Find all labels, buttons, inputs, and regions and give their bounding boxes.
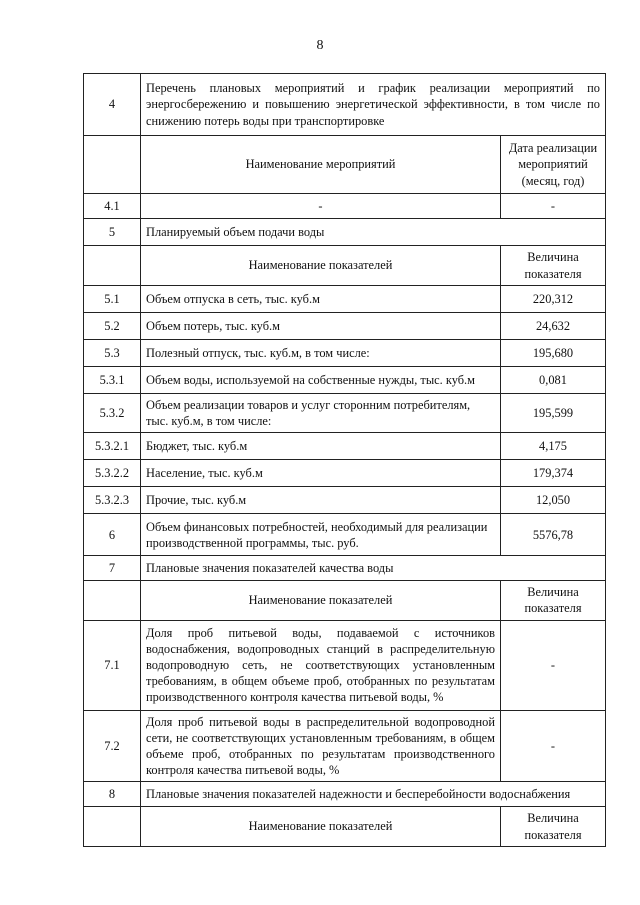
row-number: 7.1 [84,620,141,710]
section-title: Перечень плановых мероприятий и график реализации мероприятий по энергосбережению и повышению энергетической эффективности, в том числе по снижению потерь воды при транспортировке [141,74,606,136]
row-value: 0,081 [501,367,606,394]
row-number: 5.3 [84,340,141,367]
table-row [84,313,606,340]
table-row [84,194,606,219]
row-number: 5 [84,219,141,246]
row-value: 195,680 [501,340,606,367]
row-name: Доля проб питьевой воды в распределительной водопроводной сети, не соответствующих установленным требованиям, в общем объеме проб, отобранных по результатам производственного контроля качества питьевой воды, % [141,710,501,782]
table-row [84,286,606,313]
row-name: Объем финансовых потребностей, необходимый для реализации производственной программы, тыс. руб. [141,514,501,556]
row-name: Население, тыс. куб.м [141,460,501,487]
row-value: 24,632 [501,313,606,340]
table-row [84,433,606,460]
header-row [84,581,606,620]
section-title: Планируемый объем подачи воды [141,219,606,246]
row-value: 195,599 [501,394,606,433]
row-number: 5.3.2 [84,394,141,433]
row-name: Объем потерь, тыс. куб.м [141,313,501,340]
row-name: Объем отпуска в сеть, тыс. куб.м [141,286,501,313]
table-row [84,710,606,782]
row-value: - [501,194,606,219]
row-value: - [501,620,606,710]
row-number: 5.1 [84,286,141,313]
column-header-name: Наименование мероприятий [141,136,501,194]
row-number: 7.2 [84,710,141,782]
column-header-value: Величина показателя [501,807,606,847]
section-row-4 [84,74,606,136]
row-value: 179,374 [501,460,606,487]
row-number: 6 [84,514,141,556]
section-row-5 [84,219,606,246]
row-number: 5.3.2.1 [84,433,141,460]
row-name: Бюджет, тыс. куб.м [141,433,501,460]
row-number: 4 [84,74,141,136]
header-row [84,807,606,847]
column-header-value: Величина показателя [501,581,606,620]
row-number: 5.3.1 [84,367,141,394]
column-header-value: Величина показателя [501,246,606,286]
row-name: Полезный отпуск, тыс. куб.м, в том числе: [141,340,501,367]
table-row [84,514,606,556]
row-value: 5576,78 [501,514,606,556]
header-row [84,246,606,286]
row-name: Объем реализации товаров и услуг сторонним потребителям, тыс. куб.м, в том числе: [141,394,501,433]
header-row [84,136,606,194]
row-value: 4,175 [501,433,606,460]
section-row-7 [84,556,606,581]
row-number: 5.3.2.3 [84,487,141,514]
section-title: Плановые значения показателей надежности и бесперебойности водоснабжения [141,782,606,807]
table-row [84,394,606,433]
row-number: 7 [84,556,141,581]
column-header-name: Наименование показателей [141,581,501,620]
row-number: 5.2 [84,313,141,340]
row-value: 220,312 [501,286,606,313]
section-row-8 [84,782,606,807]
table-row [84,620,606,710]
row-name: Прочие, тыс. куб.м [141,487,501,514]
row-number: 8 [84,782,141,807]
column-header-name: Наименование показателей [141,246,501,286]
row-number: 4.1 [84,194,141,219]
table-row [84,460,606,487]
row-name: - [141,194,501,219]
row-value: 12,050 [501,487,606,514]
row-name: Доля проб питьевой воды, подаваемой с источников водоснабжения, водопроводных станций в распределительную водопроводную сеть, не соответствующих установленным требованиям, в общем объеме проб, отобранных по результатам производственного контроля качества питьевой воды, % [141,620,501,710]
row-number: 5.3.2.2 [84,460,141,487]
program-table [83,73,606,847]
row-name: Объем воды, используемой на собственные нужды, тыс. куб.м [141,367,501,394]
column-header-value: Дата реализации мероприятий (месяц, год) [501,136,606,194]
row-value: - [501,710,606,782]
column-header-name: Наименование показателей [141,807,501,847]
section-title: Плановые значения показателей качества воды [141,556,606,581]
page-number: 8 [316,38,324,53]
table-row [84,487,606,514]
table-row [84,367,606,394]
table-row [84,340,606,367]
